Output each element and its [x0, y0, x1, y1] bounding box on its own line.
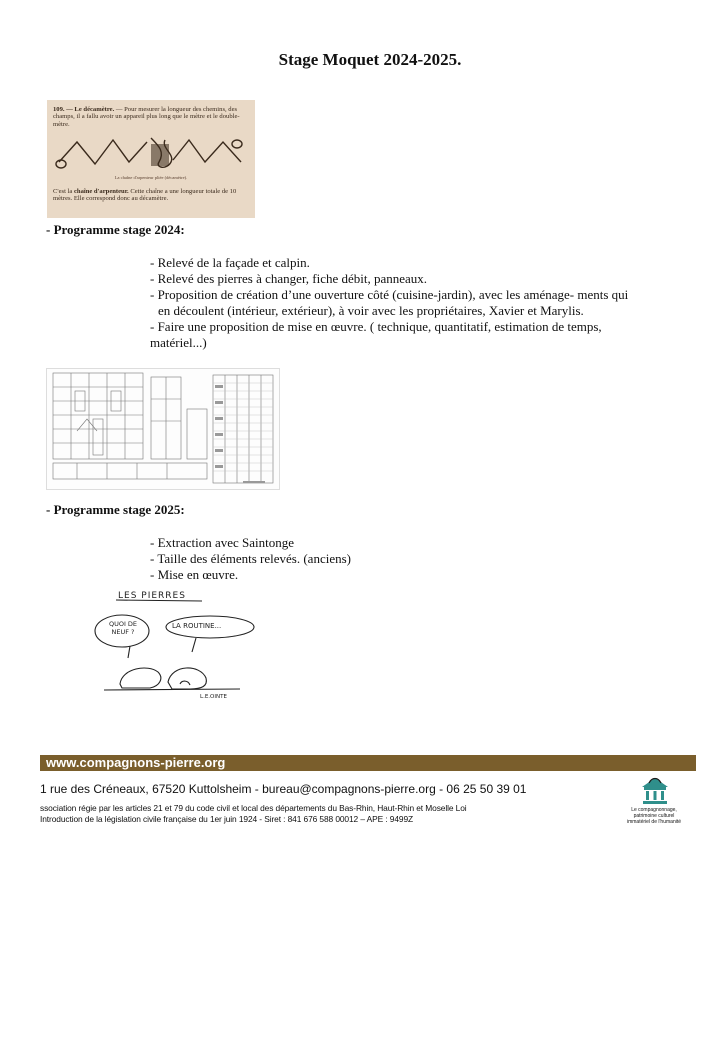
section-2024-heading: - Programme stage 2024:: [46, 222, 185, 237]
list-item: - Relevé des pierres à changer, fiche débit, panneaux.: [150, 271, 428, 286]
website-banner: [40, 755, 696, 771]
decametre-intro: — Pour mesurer la longueur des chemins, des champs, il a fallu avoir un appareil plus long que le mètre et le double-mètre.: [53, 106, 240, 128]
bubble-right: LA ROUTINE...: [172, 622, 222, 630]
section-2024-list: [150, 255, 640, 351]
compagnonnage-logo: [616, 775, 692, 843]
list-item: - Mise en œuvre.: [150, 567, 239, 582]
list-item: - Proposition de création d’une ouverture côté (cuisine-jardin), avec les aménage- ments qui en découlent (intérieur, extérieur), à voir avec les propriétaires, Xavier et Marylis.: [150, 287, 629, 318]
list-item: - Extraction avec Saintonge: [150, 535, 295, 550]
logo-caption: Le compagnonnage, patrimoine culturel immatériel de l'humanité: [626, 807, 682, 825]
decametre-intro-text: [53, 106, 249, 128]
legal-line-1: ssociation régie par les articles 21 et 79 du code civil et local des départements du Bas-Rhin, Haut-Rhin et Moselle Loi: [40, 803, 467, 813]
plans-drawing: [47, 369, 279, 489]
decametre-body: C'est la chaîne d'arpenteur. Cette chaîne a une longueur totale de 10 mètres. Elle correspond donc au décamètre.: [53, 188, 237, 203]
website-link[interactable]: www.compagnons-pierre.org: [46, 755, 226, 770]
stones-cartoon: [90, 586, 260, 712]
list-item: - Taille des éléments relevés. (anciens): [150, 551, 351, 566]
decametre-heading: 109. — Le décamètre.: [53, 106, 115, 113]
page-title: Stage Moquet 2024-2025.: [278, 50, 462, 69]
legal-line-2: Introduction de la législation civile française du 1er juin 1924 - Siret : 841 676 588 00012 – APE : 9499Z: [40, 814, 414, 824]
section-2025-list: [150, 535, 640, 583]
cartoon-signature: L.E.OINTE: [200, 694, 227, 700]
contact-line: 1 rue des Créneaux, 67520 Kuttolsheim - bureau@compagnons-pierre.org - 06 25 50 39 01: [40, 782, 527, 796]
list-item: - Faire une proposition de mise en œuvre. ( technique, quantitatif, estimation de temps, matériel...): [150, 319, 602, 350]
compagnonnage-logo-icon: [640, 775, 670, 805]
facade-plans-illustration: [46, 368, 280, 490]
decametre-caption: La chaîne d'arpenteur pliée (décamètre).: [114, 175, 188, 180]
surveyor-chain-drawing: [55, 132, 247, 174]
list-item: - Relevé de la façade et calpin.: [150, 255, 310, 270]
cartoon-title: LES PIERRES: [118, 591, 186, 601]
bubble-left: QUOI DE NEUF ?: [108, 620, 138, 636]
section-2025-heading: - Programme stage 2025:: [46, 502, 185, 517]
decametre-illustration: [47, 100, 255, 218]
cartoon-drawing: [90, 586, 260, 712]
